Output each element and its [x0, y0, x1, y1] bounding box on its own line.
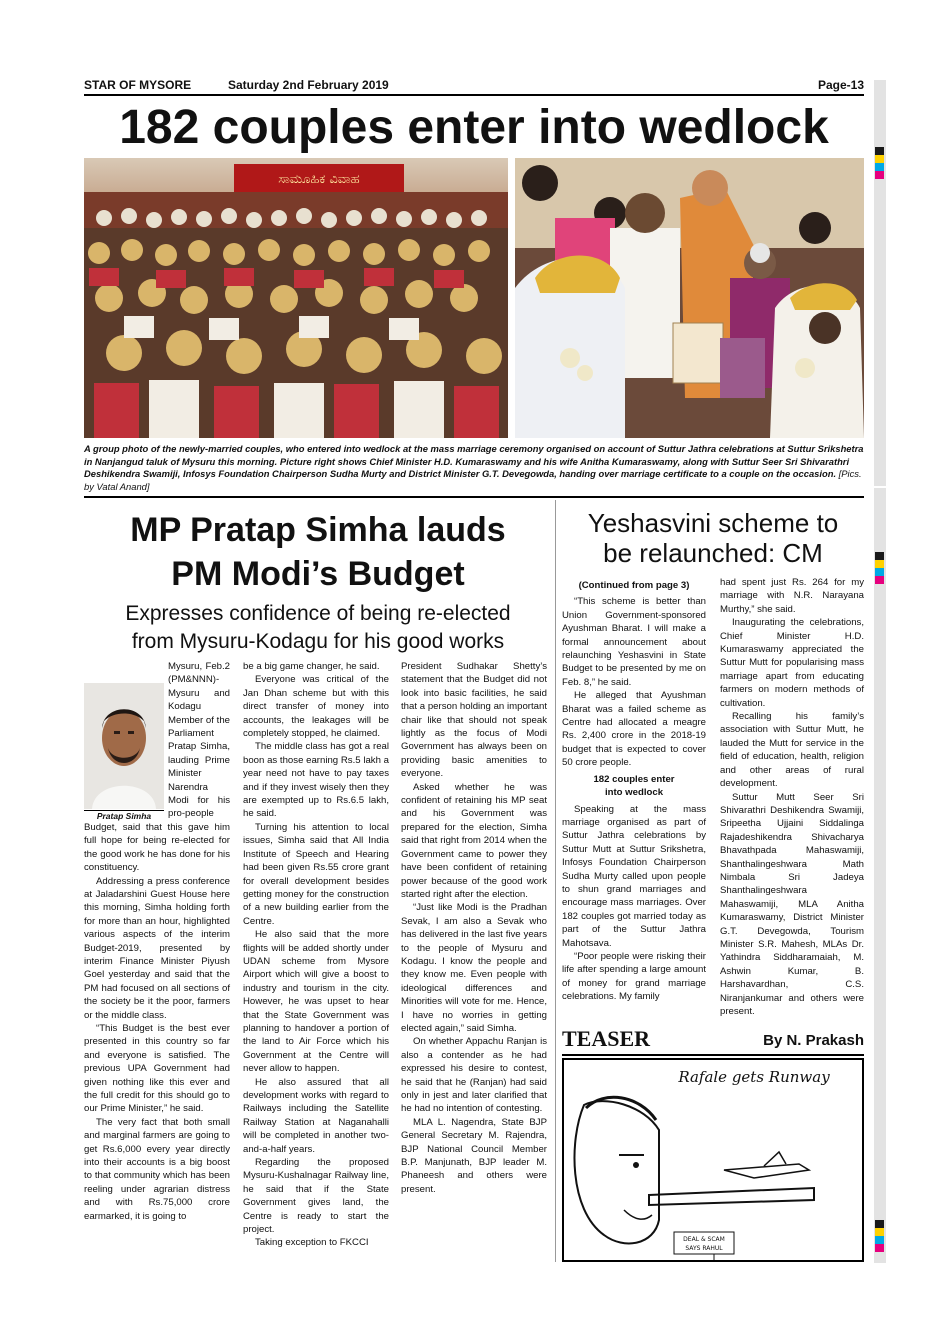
main-headline: 182 couples enter into wedlock	[119, 101, 829, 154]
simha-paragraph: Regarding the proposed Mysuru-Kushalnagar Railway line, he said that if the State Government gives land, the Centre is ready to start the project.	[243, 1157, 389, 1236]
yeshasvini-headline	[562, 508, 864, 568]
registration-marks	[875, 552, 884, 584]
yeshasvini-headline-line1: Yeshasvini scheme to	[587, 508, 839, 538]
teaser-header	[562, 1026, 864, 1056]
simha-paragraph: Taking exception to FKCCI	[255, 1237, 369, 1249]
simha-subheadline	[84, 600, 552, 656]
photo-credit: [Pics. by Vatal Anand]	[84, 468, 862, 492]
teaser-title: TEASER	[562, 1026, 651, 1051]
simha-paragraph: Mysuru, Feb.2 (PM&NNN)- Mysuru and Kodagu Member of the Parliament Pratap Simha, lauding Prime Minister Narendra Modi for his pro-people	[168, 661, 230, 820]
simha-paragraph: MLA L. Nagendra, State BJP General Secretary M. Rajendra, BJP National Council Member B.P. Manjunath, BJP leader M. Phaneesh and others were present.	[401, 1116, 547, 1195]
certificate-handover-photo	[515, 158, 864, 438]
column-divider	[555, 500, 556, 1262]
yeshasvini-headline-line2: be relaunched: CM	[603, 538, 823, 568]
simha-paragraph: “Just like Modi is the Pradhan Sevak, I am also a Sevak who has delivered in the last five years to the people of Mysuru and Kodagu. I know the people and they know me. Even people with ideological differences and Minorities will vote for me. Hence, I have no worries in getting elected again,” said Simha.	[401, 902, 547, 1034]
masthead	[84, 78, 864, 96]
cartoon-title: Rafale gets Runway	[678, 1068, 830, 1086]
simha-headline-line1: MP Pratap Simha lauds	[130, 511, 506, 549]
simha-paragraph: “This Budget is the best ever presented in this country so far and everyone is satisfied. The previous UPA Government had given nothing like this ever and the full credit for this should go to our Prime Minister,” he said.	[84, 1022, 230, 1115]
simha-column-1	[84, 660, 230, 1223]
yeshasvini-paragraph: Suttur Mutt Seer Sri Shivarathri Deshikendra Swamiji, Sripeetha Ujjaini Siddalinga Rajadeshikendra Shivacharya Bhavathpada Mahaswamiji, Shanthalingeshwara Math Nimbala Sri Jadeya Shanthalingeshwara Mahaswamiji, MLA Anitha Kumaraswamy, District Minister G.T. Devegowda, Tourism Minister S.R. Mahesh, MLAs Dr. Yathindra Siddharamaiah, M. Ashwin Kumar, B. Harshavardhan, C.S. Niranjankumar and others were present.	[720, 791, 864, 1017]
yeshasvini-column-1	[562, 576, 706, 1004]
simha-subhead-line1: Expresses confidence of being re-elected	[125, 602, 511, 625]
caption-text: A group photo of the newly-married couples, who entered into wedlock at the mass marriage ceremony organised on account of Suttur Jathra celebrations at Suttur Srikshetra in Nanjangud taluk of Mysuru this morning. Picture right shows Chief Minister H.D. Kumaraswamy and his wife Anitha Kumaraswamy, along with Suttur Seer Sri Shivarathri Deshikendra Swamiji, Infosys Foundation Chairperson Sudha Murty and District Minister G.T. Devegowda, handing over marriage certificate to a couple on the occasion.	[84, 443, 864, 479]
photo-caption	[84, 443, 864, 498]
yeshasvini-paragraph: “This scheme is better than Union Government-sponsored Ayushman Bharat. I will make a formal announcement about relaunching Yeshasvini in State Budget to be presented by me on Feb. 8,” he said.	[562, 596, 706, 688]
simha-paragraph: Asked whether he was confident of retaining his MP seat and his Government was prepared for the election, Simha said that right from 2014 when the Government came to power they have been confident of retaining power because of the good work started right after the election.	[401, 781, 547, 900]
simha-paragraph: be a big game changer, he said.	[243, 661, 380, 672]
simha-paragraph: On whether Appachu Ranjan is also a contender as he had expressed his desire to contest, he said that he (Ranjan) had said only in jest and later clarified that he had no intention of contesting.	[401, 1036, 547, 1115]
yeshasvini-paragraph: had spent just Rs. 264 for my marriage with N.R. Narayana Murthy,” she said.	[720, 577, 864, 615]
yeshasvini-paragraph: He alleged that Ayushman Bharat was a failed scheme as Centre had allocated a meagre Rs. 2,400 crore in the 2018-19 budget that is expected to cover 50 crore people.	[562, 690, 706, 769]
sidebar-shade-top	[874, 80, 886, 486]
portrait-wrap-space	[84, 660, 168, 810]
simha-headline-line2: PM Modi’s Budget	[171, 555, 465, 593]
teaser-cartoon	[562, 1058, 864, 1262]
yeshasvini-subhead	[562, 773, 706, 800]
simha-paragraph: President Sudhakar Shetty’s statement that the Budget did not look into basic facilities, he said that a person holding an important chair like that should not speak lightly as the focus of Modi Government has always been on providing basic amenities to everyone.	[401, 661, 547, 780]
yeshasvini-paragraph: Inaugurating the celebrations, Chief Minister H.D. Kumaraswamy appreciated the Suttur Mutt for popularising mass marriage apart from educating farmers on modern methods of cultivation.	[720, 617, 864, 709]
subhead-line2: into wedlock	[604, 787, 664, 799]
simha-paragraph: Addressing a press conference at Jaladarshini Guest House here this morning, Simha holding forth for more than an hour, highlighted various aspects of the interim Budget-2019, presented by interim Finance Minister Piyush Goel yesterday and said that the PM had focused on all sections of the society be it the poor, farmers or the middle class.	[84, 875, 230, 1021]
simha-paragraph: Turning his attention to local issues, Simha said that All India Institute of Speech and Hearing had been given Rs.55 crore grant for overall development besides getting money for the construction of a new building earlier from the Centre.	[243, 821, 389, 927]
subhead-line1: 182 couples enter	[593, 773, 675, 785]
registration-marks	[875, 1220, 884, 1252]
mass-wedding-photo	[84, 158, 508, 438]
simha-headline	[84, 508, 552, 596]
simha-paragraph: He also assured that all development works with regard to Railways including the Satellite Railway Station at Naganahalli will be completed in another two-and-a-half years.	[243, 1076, 389, 1155]
continued-note: (Continued from page 3)	[578, 580, 690, 591]
yeshasvini-paragraph: Recalling his family’s association with Suttur Mutt, he lauded the Mutt for service in the field of education, health, religion and other areas of rural development.	[720, 711, 864, 790]
registration-marks	[875, 147, 884, 179]
simha-paragraph: Everyone was critical of the Jan Dhan scheme but with this direct transfer of money into accounts, the leakages will be completely stopped, he claimed.	[243, 674, 389, 740]
yeshasvini-paragraph: Speaking at the mass marriage organised as part of Suttur Jathra celebrations by Suttur Mutt at Suttur Srikshetra, Infosys Foundation Chairperson Sudha Murty called upon people to shun grand marriages and encourage mass marriages. Over 182 couples got married today as part of the Suttur Jathra Mahotsava.	[562, 803, 706, 949]
paper-name: STAR OF MYSORE	[84, 78, 192, 92]
yeshasvini-column-2	[720, 576, 864, 1018]
simha-column-3	[401, 660, 547, 1196]
simha-paragraph: The very fact that both small and marginal farmers are going to get Rs.6,000 every year directly into their accounts is a big boost to that community which has been reeling under agrarian distress and with Rs.75,000 crore earmarked, it is going to	[84, 1116, 230, 1222]
portrait-caption: Pratap Simha	[84, 810, 164, 821]
simha-column-2	[243, 660, 389, 1250]
signboard-line2: SAYS RAHUL	[685, 1245, 723, 1252]
simha-paragraph: He also said that the more flights will be added shortly under UDAN scheme from Mysore Airport which will give a boost to industry and tourism in the city. However, he was upset to hear that the State Government was planning to handover a portion of the land to Air Force which his Government at the Centre will never allow to happen.	[243, 929, 389, 1075]
issue-date: Saturday 2nd February 2019	[228, 78, 389, 92]
yeshasvini-paragraph: “Poor people were risking their life after spending a large amount of money for grand marriage celebrations. My family	[562, 950, 706, 1003]
simha-paragraph: The middle class has got a real boon as those earning Rs.5 lakh a year need not have to pay taxes and if they invest wisely then they are exempted up to Rs.6.5 lakh, he said.	[243, 741, 389, 820]
simha-paragraph: Budget, said that this gave him full hope for being re-elected for the good work he has done for his constituency.	[84, 821, 230, 874]
signboard-line1: DEAL & SCAM	[683, 1236, 725, 1243]
stage-banner: ಸಾಮೂಹಿಕ ವಿವಾಹ	[278, 172, 360, 187]
simha-subhead-line2: from Mysuru-Kodagu for his good works	[131, 630, 505, 653]
sidebar-shade-bottom	[874, 488, 886, 1263]
teaser-byline: By N. Prakash	[763, 1032, 864, 1049]
page-number: Page-13	[817, 78, 864, 92]
